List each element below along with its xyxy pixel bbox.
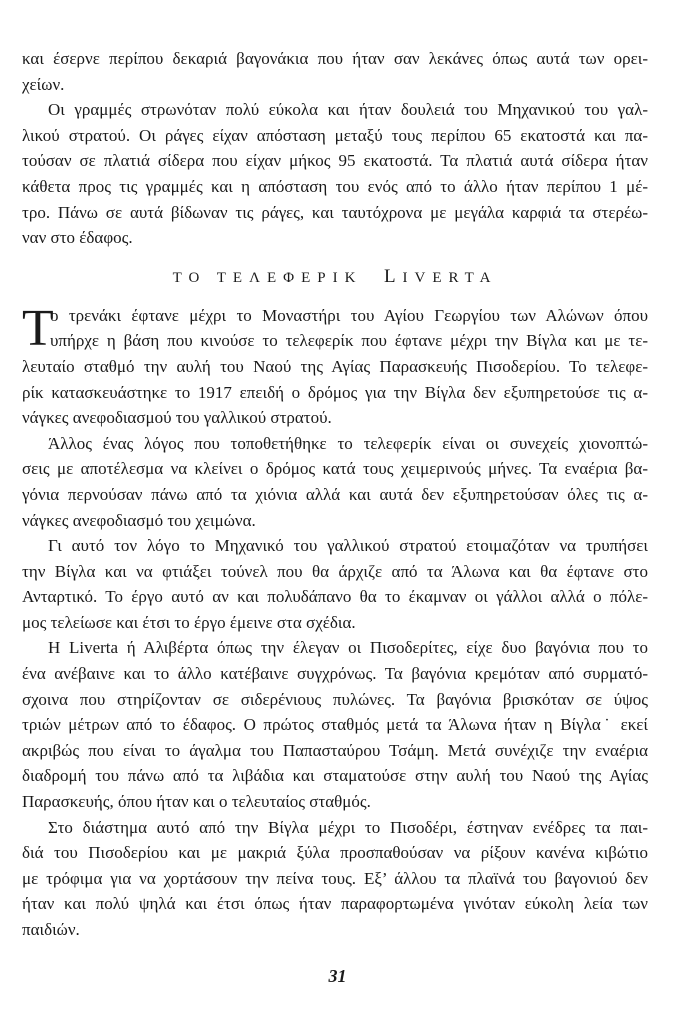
text-line: ρίκ κατασκευάστηκε το 1917 επειδή ο δρόμος για την Βίγλα δεν εξυπηρετούσε τις α- <box>22 382 648 402</box>
text-line: Γι αυτό τον λόγο το Μηχανικό του γαλλικού στρατού ετοιμαζόταν να τρυπήσει <box>48 536 648 556</box>
text-line: ήταν και πολύ ψηλά και έτσι όπως ήταν παραφορτωμένα γινόταν εύκολη λεία των <box>22 894 648 914</box>
text-line: Παρασκευής, όπου ήταν και ο τελευταίος σταθμός. <box>22 792 371 812</box>
text-line: τρο. Πάνω σε αυτά βίδωναν τις ράγες, και ταυτόχρονα με μεγάλα καρφιά τα στερέω- <box>22 202 648 222</box>
text-before-heading <box>22 46 648 251</box>
text-line: Η Liverta ή Αλιβέρτα όπως την έλεγαν οι Πισοδερίτες, είχε δυο βαγόνια που το <box>48 638 648 658</box>
text-line: Άλλος ένας λόγος που τοποθετήθηκε το τελεφερίκ είναι οι συνεχείς χιονοπτώ- <box>48 433 648 453</box>
section-heading <box>22 251 648 303</box>
heading-text: ΤΟ ΤΕΛΕΦΕΡΙΚ <box>172 269 363 286</box>
page-number: 31 <box>328 966 347 986</box>
first-paragraph <box>22 299 648 431</box>
text-line: ο τρενάκι έφτανε μέχρι το Μοναστήρι του Αγίου Γεωργίου των Αλώνων όπου <box>50 305 648 325</box>
text-line: λευταίο σταθμό την αυλή του Ναού της Αγίας Παρασκευής Πισοδερίου. Το τελεφε- <box>22 356 648 376</box>
text-line: ένα ανέβαινε και το άλλο κατέβαινε συγχρόνως. Τα βαγόνια κρεμόταν από συρματό- <box>22 664 648 684</box>
text-line: και έσερνε περίπου δεκαριά βαγονάκια που ήταν σαν λεκάνες όπως αυτά των ορει- <box>22 49 648 68</box>
text-line: κάθετα προς τις γραμμές και η απόσταση του ενός από το άλλο ήταν περίπου 1 μέ- <box>22 176 648 196</box>
text-line: διά του Πισοδερίου και με μακριά ξύλα προσπαθούσαν να ρίξουν κανένα κιβώτιο <box>22 843 648 863</box>
text-line: λικού στρατού. Οι ράγες είχαν απόσταση μεταξύ τους περίπου 65 εκατοστά και πα- <box>22 125 648 145</box>
text-line: Ανταρτικό. Το έργο αυτό αν και πολυδάπανο θα το έκαμναν οι γάλλοι αλλά ο πόλε- <box>22 587 648 607</box>
text-line: χείων. <box>22 74 65 94</box>
text-line: Στο διάστημα αυτό από την Βίγλα μέχρι το Πισοδέρι, έστηναν ενέδρες τα παι- <box>48 817 648 837</box>
text-line: Οι γραμμές στρωνόταν πολύ εύκολα και ήταν δουλειά του Μηχανικού του γαλ- <box>48 100 648 120</box>
text-line: παιδιών. <box>22 920 80 939</box>
text-line: διαδρομή του πάνω από τα λιβάδια και σταματούσε στην αυλή του Ναού της Αγίας <box>22 766 648 786</box>
drop-cap: Τ <box>22 299 54 357</box>
heading-text-rest: IVERTA <box>402 269 498 286</box>
text-line: τριών μέτρων από το έδαφος. Ο πρώτος σταθμός μετά τα Άλωνα ήταν η Βίγλα˙ εκεί <box>22 715 648 735</box>
text-after-heading <box>22 431 648 943</box>
text-line: ναν στο έδαφος. <box>22 228 133 248</box>
text-line: γόνια περνούσαν πάνω από τα χιόνια αλλά και αυτά δεν εξυπηρετούσαν όλες τις α- <box>22 484 648 504</box>
page-body <box>22 46 648 943</box>
text-line: νάγκες ανεφοδιασμού του γαλλικού στρατού. <box>22 408 332 428</box>
text-line: σεις με αποτέλεσμα να κλείνει ο δρόμος κατά τους χειμερινούς μήνες. Τα εναέρια βα- <box>22 459 648 479</box>
text-line: νάγκες ανεφοδιασμό του χειμώνα. <box>22 510 256 530</box>
text-line: τούσαν σε πλατιά σίδερα που είχαν μήκος 95 εκατοστά. Τα πλατιά αυτά σίδερα ήταν <box>22 151 648 171</box>
text-line: την Βίγλα και να φτιάξει τούνελ που θα άρχιζε από τα Άλωνα και θα έφτανε στο <box>22 561 648 581</box>
text-line: υπήρχε η βάση που κινούσε το τελεφερίκ που έφτανε μέχρι την Βίγλα και με τε- <box>50 331 648 351</box>
heading-cap: L <box>383 265 403 287</box>
text-line: σχοινα που στηρίζονταν σε σιδερένιους πυλώνες. Τα βαγόνια βρισκόταν σε ύψος <box>22 689 648 709</box>
text-line: ακριβώς που είναι το άγαλμα του Παπασταύρου Τσάμη. Μετά συνέχιζε την εναέρια <box>22 740 648 760</box>
text-line: με τρόφιμα για να χορτάσουν την πείνα τους. Εξ’ άλλου τα πλαϊνά του βαγονιού δεν <box>22 868 648 888</box>
text-line: μος τελείωσε και έτσι το έργο έμεινε στα σχέδια. <box>22 612 356 632</box>
